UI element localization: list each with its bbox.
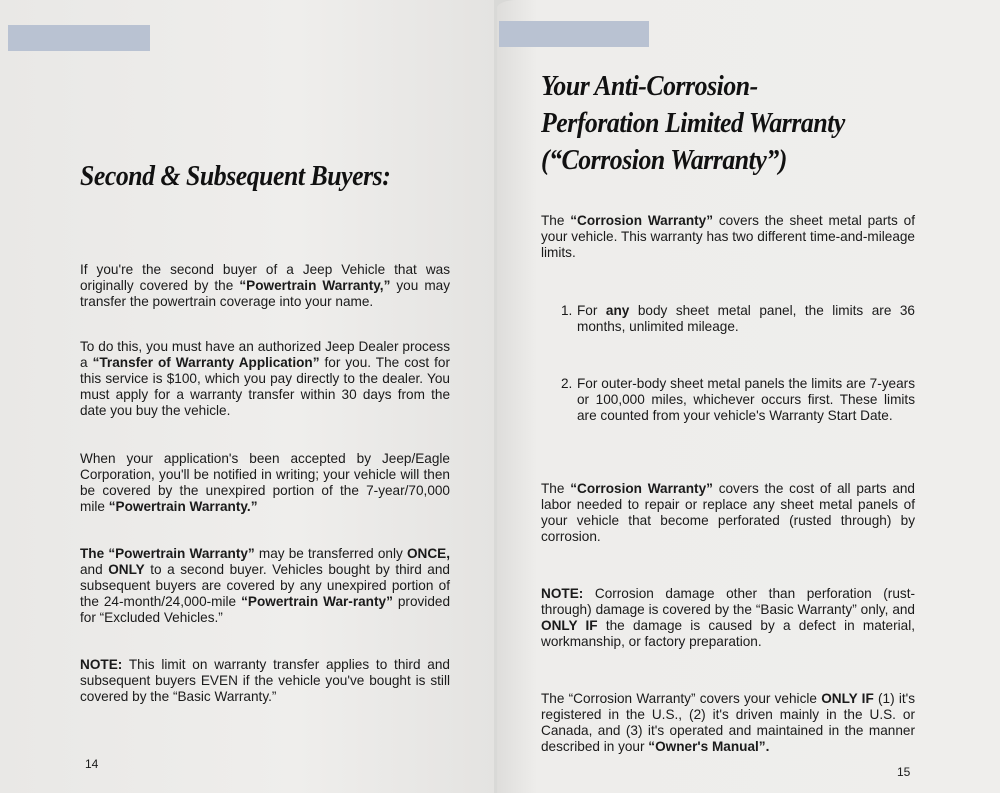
text: Corrosion damage other than perforation (rust-through) damage is covered by the “Basic Warranty” only, and: [541, 586, 915, 617]
list-text: [577, 376, 915, 424]
text: For outer-body sheet metal panels the limits are 7-years or 100,000 miles, whichever occurs first. These limits are counted from your vehicle's Warranty Start Date.: [577, 376, 915, 423]
paragraph: [541, 481, 915, 545]
bold-text: any: [605, 303, 630, 318]
paragraph: [541, 691, 915, 755]
paragraph: [80, 546, 450, 626]
bold-text: “Powertrain Warranty.”: [108, 499, 258, 514]
bold-text: ONLY IF: [541, 618, 598, 633]
bold-text: “Transfer of Warranty Application”: [92, 355, 320, 370]
text: For: [577, 303, 606, 318]
section-tab: [499, 21, 649, 47]
bold-text: The “Powertrain Warranty”: [80, 546, 255, 561]
bold-text: “Powertrain Warranty,”: [239, 278, 391, 293]
text: may be transferred only: [254, 546, 407, 561]
text: body sheet metal panel, the limits are 36 months, unlimited mileage.: [577, 303, 915, 334]
text: you may transfer the powertrain coverage into your name.: [80, 278, 450, 309]
bold-text: “Corrosion Warranty”: [570, 213, 714, 228]
text: The “Corrosion Warranty” covers your vehicle: [541, 691, 822, 706]
bold-text: “Corrosion Warranty”: [570, 481, 713, 496]
page-number: 15: [897, 765, 911, 779]
paragraph: [80, 451, 450, 515]
list-item: [561, 303, 915, 335]
text: To do this, you must have an authorized Jeep Dealer process a: [80, 339, 450, 370]
text: covers the cost of all parts and labor needed to repair or replace any sheet metal panels of your vehicle that become perforated (rusted through) by corrosion.: [541, 481, 915, 544]
intro-paragraph: [541, 213, 915, 261]
text: When your application's been accepted by Jeep/Eagle Corporation, you'll be notified in writing; your vehicle will then be covered by the unexpired portion of the 7-year/70,000 mile: [80, 451, 450, 514]
text: to a second buyer. Vehicles bought by third and subsequent buyers are covered by any unexpired portion of the 24-month/24,000-mile: [80, 562, 450, 609]
text: for you. The cost for this service is $100, which you pay directly to the dealer. You must apply for a warranty transfer within 30 days from the date you buy the vehicle.: [80, 355, 451, 418]
text: provided for “Excluded Vehicles.”: [80, 594, 450, 625]
bold-text: ONCE,: [406, 546, 451, 561]
paragraph: [80, 339, 450, 419]
note-paragraph: [80, 657, 450, 705]
list-text: [577, 303, 915, 335]
bold-text: NOTE:: [541, 586, 584, 601]
paragraph: [80, 262, 450, 310]
list-item: [561, 376, 915, 424]
bold-text: ONLY IF: [821, 691, 874, 706]
page-number: 14: [85, 757, 99, 771]
title-line: Your Anti-Corrosion-: [541, 71, 758, 102]
right-page: [497, 0, 1000, 793]
left-page: [0, 0, 494, 793]
title-line: Perforation Limited Warranty: [541, 108, 845, 139]
page-title: Second & Subsequent Buyers:: [80, 161, 391, 192]
list-number: 1.: [561, 303, 573, 318]
text: and: [80, 562, 109, 577]
text: This limit on warranty transfer applies to third and subsequent buyers EVEN if the vehicle you've bought is still covered by the “Basic Warranty.”: [80, 657, 450, 704]
page-title: [541, 68, 845, 179]
bold-text: “Owner's Manual”.: [648, 739, 770, 754]
text: (1) it's registered in the U.S., (2) it's driven mainly in the U.S. or Canada, and (3) it's operated and maintained in the manner described in your: [541, 691, 916, 754]
text: covers the sheet metal parts of your vehicle. This warranty has two different time-and-mileage limits.: [541, 213, 915, 260]
note-paragraph: [541, 586, 915, 650]
text: The: [541, 481, 571, 496]
text: the damage is caused by a defect in material, workmanship, or factory preparation.: [541, 618, 916, 649]
bold-text: “Powertrain War-ranty”: [241, 594, 393, 609]
title-line: (“Corrosion Warranty”): [541, 145, 787, 176]
text: If you're the second buyer of a Jeep Vehicle that was originally covered by the: [80, 262, 450, 293]
section-tab: [8, 25, 150, 51]
text: The: [541, 213, 571, 228]
list-number: 2.: [561, 376, 573, 391]
bold-text: ONLY: [108, 562, 145, 577]
bold-text: NOTE:: [80, 657, 123, 672]
